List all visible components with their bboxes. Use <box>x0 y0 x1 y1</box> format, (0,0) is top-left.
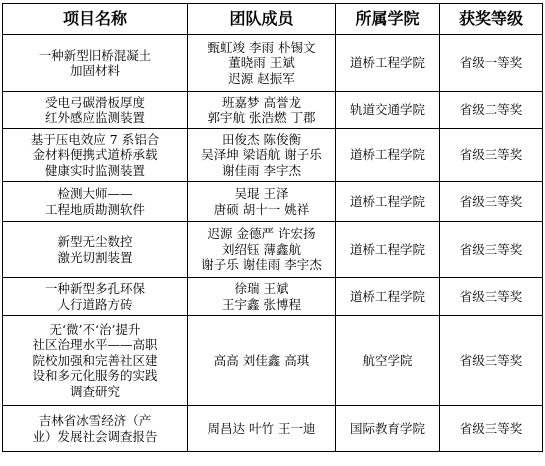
header-level: 获奖等级 <box>440 4 543 35</box>
college-cell: 轨道交通学院 <box>336 92 440 129</box>
project-name-line: 一种新型旧桥混凝土 <box>38 47 152 63</box>
award-level-cell: 省级二等奖 <box>440 92 543 129</box>
award-level-cell: 省级三等奖 <box>440 182 543 222</box>
award-level-cell: 省级三等奖 <box>440 222 543 278</box>
team-members-line: 吴琨 王泽 <box>234 186 289 201</box>
college-cell: 道桥工程学院 <box>336 129 440 182</box>
college-cell: 航空学院 <box>336 316 440 406</box>
project-name-line: 健康实时监测装置 <box>44 162 145 178</box>
project-name-line: 金材料便携式道桥承载 <box>32 147 158 163</box>
award-level-cell: 省级三等奖 <box>440 316 543 406</box>
table-row <box>3 316 543 406</box>
table-row <box>3 35 543 92</box>
project-name-line: 红外感应监测装置 <box>44 110 145 125</box>
project-name-line: 社区治理水平——高职 <box>32 337 158 353</box>
project-name-line: 激光切割装置 <box>57 249 133 265</box>
project-name-line: 工程地质勘测软件 <box>44 201 145 217</box>
team-members-cell <box>188 92 336 129</box>
team-members-cell <box>188 129 336 182</box>
award-level-cell: 省级三等奖 <box>440 129 543 182</box>
team-members-line: 刘绍钰 薄鑫航 <box>222 241 301 257</box>
team-members-line: 周昌达 叶竹 王一迪 <box>207 420 316 436</box>
team-members-line: 董晓雨 王斌 <box>228 55 295 71</box>
team-members-line: 郭宇航 张浩燃 丁郡 <box>207 110 316 125</box>
team-members-line: 谢子乐 谢佳雨 李宇杰 <box>201 257 322 273</box>
team-members-cell <box>188 182 336 222</box>
team-members-line: 谢佳雨 李宇杰 <box>222 162 301 178</box>
project-name-line: 受电弓碳滑板厚度 <box>44 94 145 110</box>
team-members-line: 迟源 金德严 许宏扬 <box>207 226 316 242</box>
team-members-line: 王宇鑫 张博程 <box>222 296 301 312</box>
college-cell: 道桥工程学院 <box>336 35 440 92</box>
project-name-cell <box>3 316 188 406</box>
team-members-cell <box>188 278 336 316</box>
team-members-cell <box>188 35 336 92</box>
table-row <box>3 222 543 278</box>
team-members-line: 迟源 赵振军 <box>228 70 295 86</box>
project-name-line: 吉林省冰雪经济（产 <box>38 413 152 428</box>
project-name-cell <box>3 222 188 278</box>
project-name-cell <box>3 406 188 452</box>
college-cell: 道桥工程学院 <box>336 222 440 278</box>
award-level-cell: 省级三等奖 <box>440 406 543 452</box>
team-members-cell <box>188 222 336 278</box>
team-members-cell <box>188 406 336 452</box>
award-level-cell: 省级一等奖 <box>440 35 543 92</box>
team-members-line: 吴泽坤 梁语航 谢子乐 <box>201 147 322 163</box>
awards-table <box>2 3 543 452</box>
table-row <box>3 406 543 452</box>
team-members-line: 高高 刘佳鑫 高琪 <box>213 352 310 368</box>
project-name-cell <box>3 278 188 316</box>
college-cell: 国际教育学院 <box>336 406 440 452</box>
project-name-line: 基于压电效应 7 系铝合 <box>30 131 160 147</box>
project-name-line: 新型无尘数控 <box>57 234 133 249</box>
team-members-line: 徐瑞 王斌 <box>234 281 289 296</box>
college-cell: 道桥工程学院 <box>336 182 440 222</box>
header-college: 所属学院 <box>336 4 440 35</box>
header-members: 团队成员 <box>188 4 336 35</box>
team-members-cell <box>188 316 336 406</box>
table-row <box>3 129 543 182</box>
header-row <box>3 4 543 35</box>
project-name-line: 设和多元化服务的实践 <box>32 368 158 384</box>
team-members-line: 班嘉梦 高誉龙 <box>222 94 301 110</box>
project-name-cell <box>3 35 188 92</box>
project-name-line: 人行道路方砖 <box>57 296 133 312</box>
header-project: 项目名称 <box>3 4 188 35</box>
table-row <box>3 92 543 129</box>
table-row <box>3 278 543 316</box>
project-name-cell <box>3 182 188 222</box>
team-members-line: 田俊杰 陈俊衡 <box>222 131 301 147</box>
table-row <box>3 182 543 222</box>
project-name-line: 院校加强和完善社区建 <box>32 352 158 368</box>
project-name-line: 检测大师—— <box>57 186 133 201</box>
project-name-cell <box>3 92 188 129</box>
project-name-line: 调查研究 <box>69 383 120 399</box>
project-name-line: 业）发展社会调查报告 <box>32 428 158 444</box>
awards-table-body <box>3 35 543 452</box>
project-name-cell <box>3 129 188 182</box>
award-level-cell: 省级三等奖 <box>440 278 543 316</box>
college-cell: 道桥工程学院 <box>336 278 440 316</box>
project-name-line: 加固材料 <box>69 63 120 78</box>
team-members-line: 甄虹竣 李雨 朴锡文 <box>207 39 316 55</box>
project-name-line: 一种新型多孔环保 <box>44 281 145 296</box>
team-members-line: 唐硕 胡十一 姚祥 <box>213 201 310 217</box>
project-name-line: 无‘微’不‘治’提升 <box>49 321 141 337</box>
